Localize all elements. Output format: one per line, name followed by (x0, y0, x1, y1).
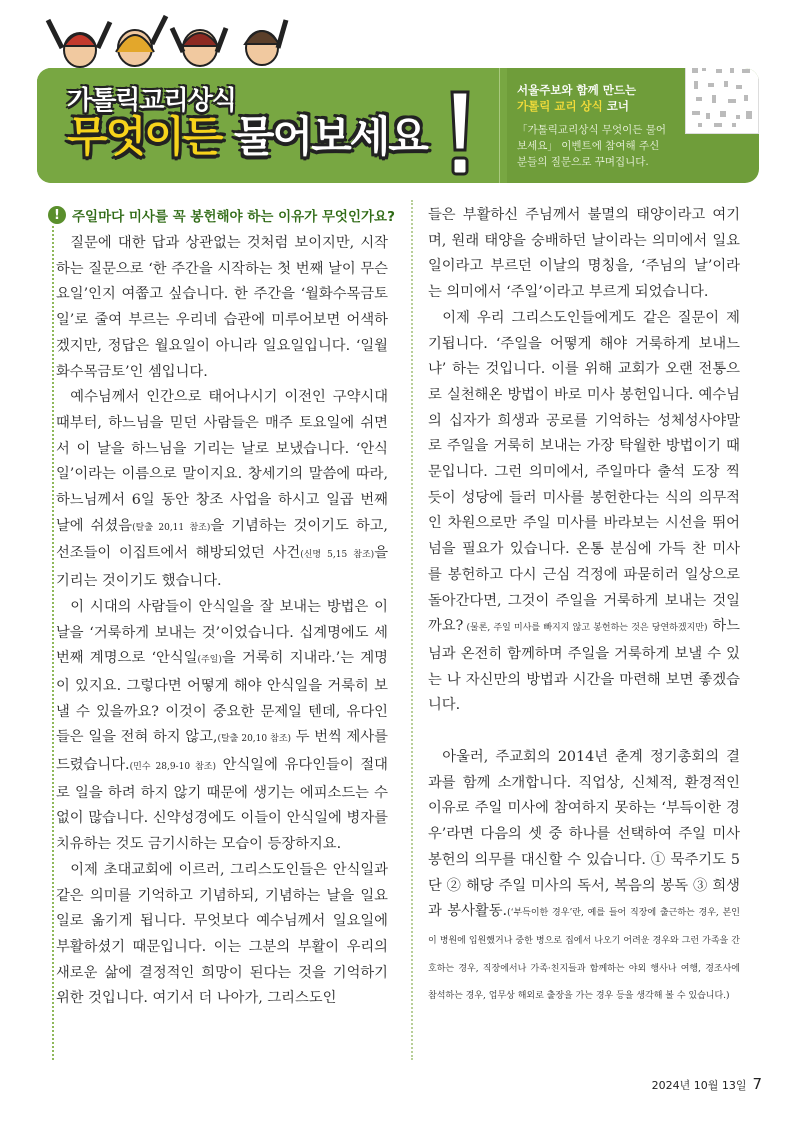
column-divider (411, 200, 413, 1060)
right-column (428, 203, 740, 1010)
corner-line2-accent: 가톨릭 교리 상식 (517, 99, 603, 113)
left-column (56, 231, 388, 1012)
corner-line1: 서울주보와 함께 만드는 (517, 83, 637, 97)
paragraph: 아울러, 주교회의 2014년 춘계 정기총회의 결과를 함께 소개합니다. 직업상, 신체적, 환경적인 이유로 주일 미사에 참여하지 못하는 ‘부득이한 경우’라면 다음의 셋 중 하나를 선택하여 주일 미사 봉헌의 의무를 대신할 수 있습니다. ① 묵주기도 5단 ② 해당 주일 미사의 독서, 복음의 봉독 ③ 희생과 봉사활동.(‘부득이한 경우’란, 예를 들어 직장에 출근하는 경우, 본인이 병원에 입원했거나 중한 병으로 집에서 나오기 어려운 경우와 그런 가족을 간호하는 경우, 직장에서나 가족·친지들과 함께하는 야외 행사나 여행, 경조사에 참석하는 경우, 업무상 해외로 출장을 가는 경우 등을 생각해 볼 수 있습니다.) (428, 749, 740, 1002)
main-title-white: 물어보세요 (233, 112, 427, 161)
main-title-yellow: 무엇이든 (67, 112, 222, 161)
note: (‘부득이한 경우’란, 예를 들어 직장에 출근하는 경우, 본인이 병원에 입원했거나 중한 병으로 집에서 나오기 어려운 경우와 그런 가족을 간호하는 경우, 직장에서나 가족·친지들과 함께하는 야외 행사나 여행, 경조사에 참석하는 경우, 업무상 해외로 출장을 가는 경우 등을 생각해 볼 수 있습니다.) (428, 908, 740, 1002)
qr-code-icon[interactable] (685, 68, 759, 134)
bible-reference: (탈출 20,10 참조) (217, 734, 292, 745)
exclamation-circle-icon: ! (48, 206, 66, 224)
page-footer (652, 1075, 762, 1093)
paragraph-gap (428, 719, 740, 745)
paragraph: 이 시대의 사람들이 안식일을 잘 보내는 방법은 이 날을 ‘거룩하게 보내는 것’이었습니다. 십계명에도 세 번째 계명으로 ‘안식일(주일)을 거룩히 지내라.’는 계명이 있지요. 그렇다면 어떻게 해야 안식일을 거룩히 보낼 수 있을까요? 이것이 중요한 문제일 텐데, 유다인들은 일을 전혀 하지 않고,(탈출 20,10 참조) 두 번씩 제사를 드렸습니다.(민수 28,9-10 참조) 안식일에 유다인들이 절대로 일을 하려 하지 않기 때문에 생기는 에피소드는 수없이 많습니다. 신약성경에도 이들이 안식일에 병자를 치유하는 것도 금기시하는 모습이 등장하지요. (56, 598, 388, 853)
bible-reference: (민수 28,9-10 참조) (129, 762, 216, 773)
exclamation-icon (449, 88, 471, 180)
paragraph: 이제 초대교회에 이르러, 그리스도인들은 안식일과 같은 의미를 기억하고 기념하되, 기념하는 날을 일요일로 옮기게 됩니다. 무엇보다 예수님께서 일요일에 부활하셨기 때문입니다. 이는 그분의 부활이 우리의 새로운 삶에 결정적인 희망이 된다는 것을 기억하기 위한 것입니다. 여기서 더 나아가, 그리스도인 (56, 861, 388, 1007)
question-heading (48, 204, 395, 226)
paragraph: 들은 부활하신 주님께서 불멸의 태양이라고 여기며, 원래 태양을 숭배하던 날이라는 의미에서 일요일이라고 부르던 이날의 명칭을, ‘주님의 날’이라는 의미에서 ‘주일’이라고 부르게 되었습니다. (428, 207, 740, 301)
left-dotted-border (52, 226, 54, 1060)
question-text: 주일마다 미사를 꼭 봉헌해야 하는 이유가 무엇인가요? (72, 209, 395, 225)
header-banner (37, 68, 759, 183)
note: (주일) (197, 655, 222, 666)
paragraph: 예수님께서 인간으로 태어나시기 이전인 구약시대 때부터, 하느님을 믿던 사람들은 매주 토요일에 쉬면서 이 날을 하느님을 기리는 날로 보냈습니다. ‘안식일’이라는 이름으로 말이지요. 창세기의 말씀에 따라, 하느님께서 6일 동안 창조 사업을 하시고 일곱 번째 날에 쉬셨음(탈출 20,11 참조)을 기념하는 것이기도 하고, 선조들이 이집트에서 해방되었던 사건(신명 5,15 참조)을 기리는 것이기도 했습니다. (56, 389, 388, 590)
series-title: 가톨릭교리상식 (67, 86, 236, 116)
main-title (67, 112, 427, 161)
banner-divider (499, 68, 500, 183)
page-number: 7 (752, 1075, 762, 1093)
corner-line2-rest: 코너 (602, 99, 630, 113)
bible-reference: (신명 5,15 참조) (300, 550, 375, 561)
paragraph: 질문에 대한 답과 상관없는 것처럼 보이지만, 시작하는 질문으로 ‘한 주간을 시작하는 첫 번째 날이 무슨 요일’인지 여쭙고 싶습니다. 한 주간을 ‘월화수목금토일’로 줄여 부르는 우리네 습관에 미루어보면 어색하겠지만, 정답은 월요일이 아니라 일요일입니다. ‘일월화수목금토’인 셈입니다. (56, 235, 388, 380)
issue-date: 2024년 10월 13일 (651, 1079, 747, 1092)
note: (물론, 주일 미사를 빠지지 않고 봉헌하는 것은 당연하겠지만) (463, 623, 708, 634)
bible-reference: (탈출 20,11 참조) (132, 522, 211, 533)
corner-line2 (517, 98, 629, 114)
corner-description: 「가톨릭교리상식 무엇이든 물어보세요」 이벤트에 참여해 주신 분들의 질문으로 꾸며집니다. (517, 124, 667, 168)
paragraph: 이제 우리 그리스도인들에게도 같은 질문이 제기됩니다. ‘주일을 어떻게 해야 거룩하게 보내느냐’ 하는 것입니다. 이를 위해 교회가 오랜 전통으로 실천해온 방법이 바로 미사 봉헌입니다. 예수님의 십자가 희생과 공로를 기억하는 성체성사야말로 주일을 거룩히 보내는 가장 탁월한 방법이기 때문입니다. 그런 의미에서, 주일마다 출석 도장 찍듯이 성당에 들러 미사를 봉헌한다는 식의 의무적인 차원으로만 주일 미사를 바라보는 시선을 뛰어넘을 필요가 있습니다. 온통 분심에 가득 찬 미사를 봉헌하고 다시 근심 걱정에 파묻히러 일상으로 돌아간다면, 그것이 주일을 거룩하게 보내는 것일까요? (물론, 주일 미사를 빠지지 않고 봉헌하는 것은 당연하겠지만) 하느님과 온전히 함께하며 주일을 거룩하게 보낼 수 있는 나 자신만의 방법과 시간을 마련해 보면 좋겠습니다. (428, 309, 740, 714)
